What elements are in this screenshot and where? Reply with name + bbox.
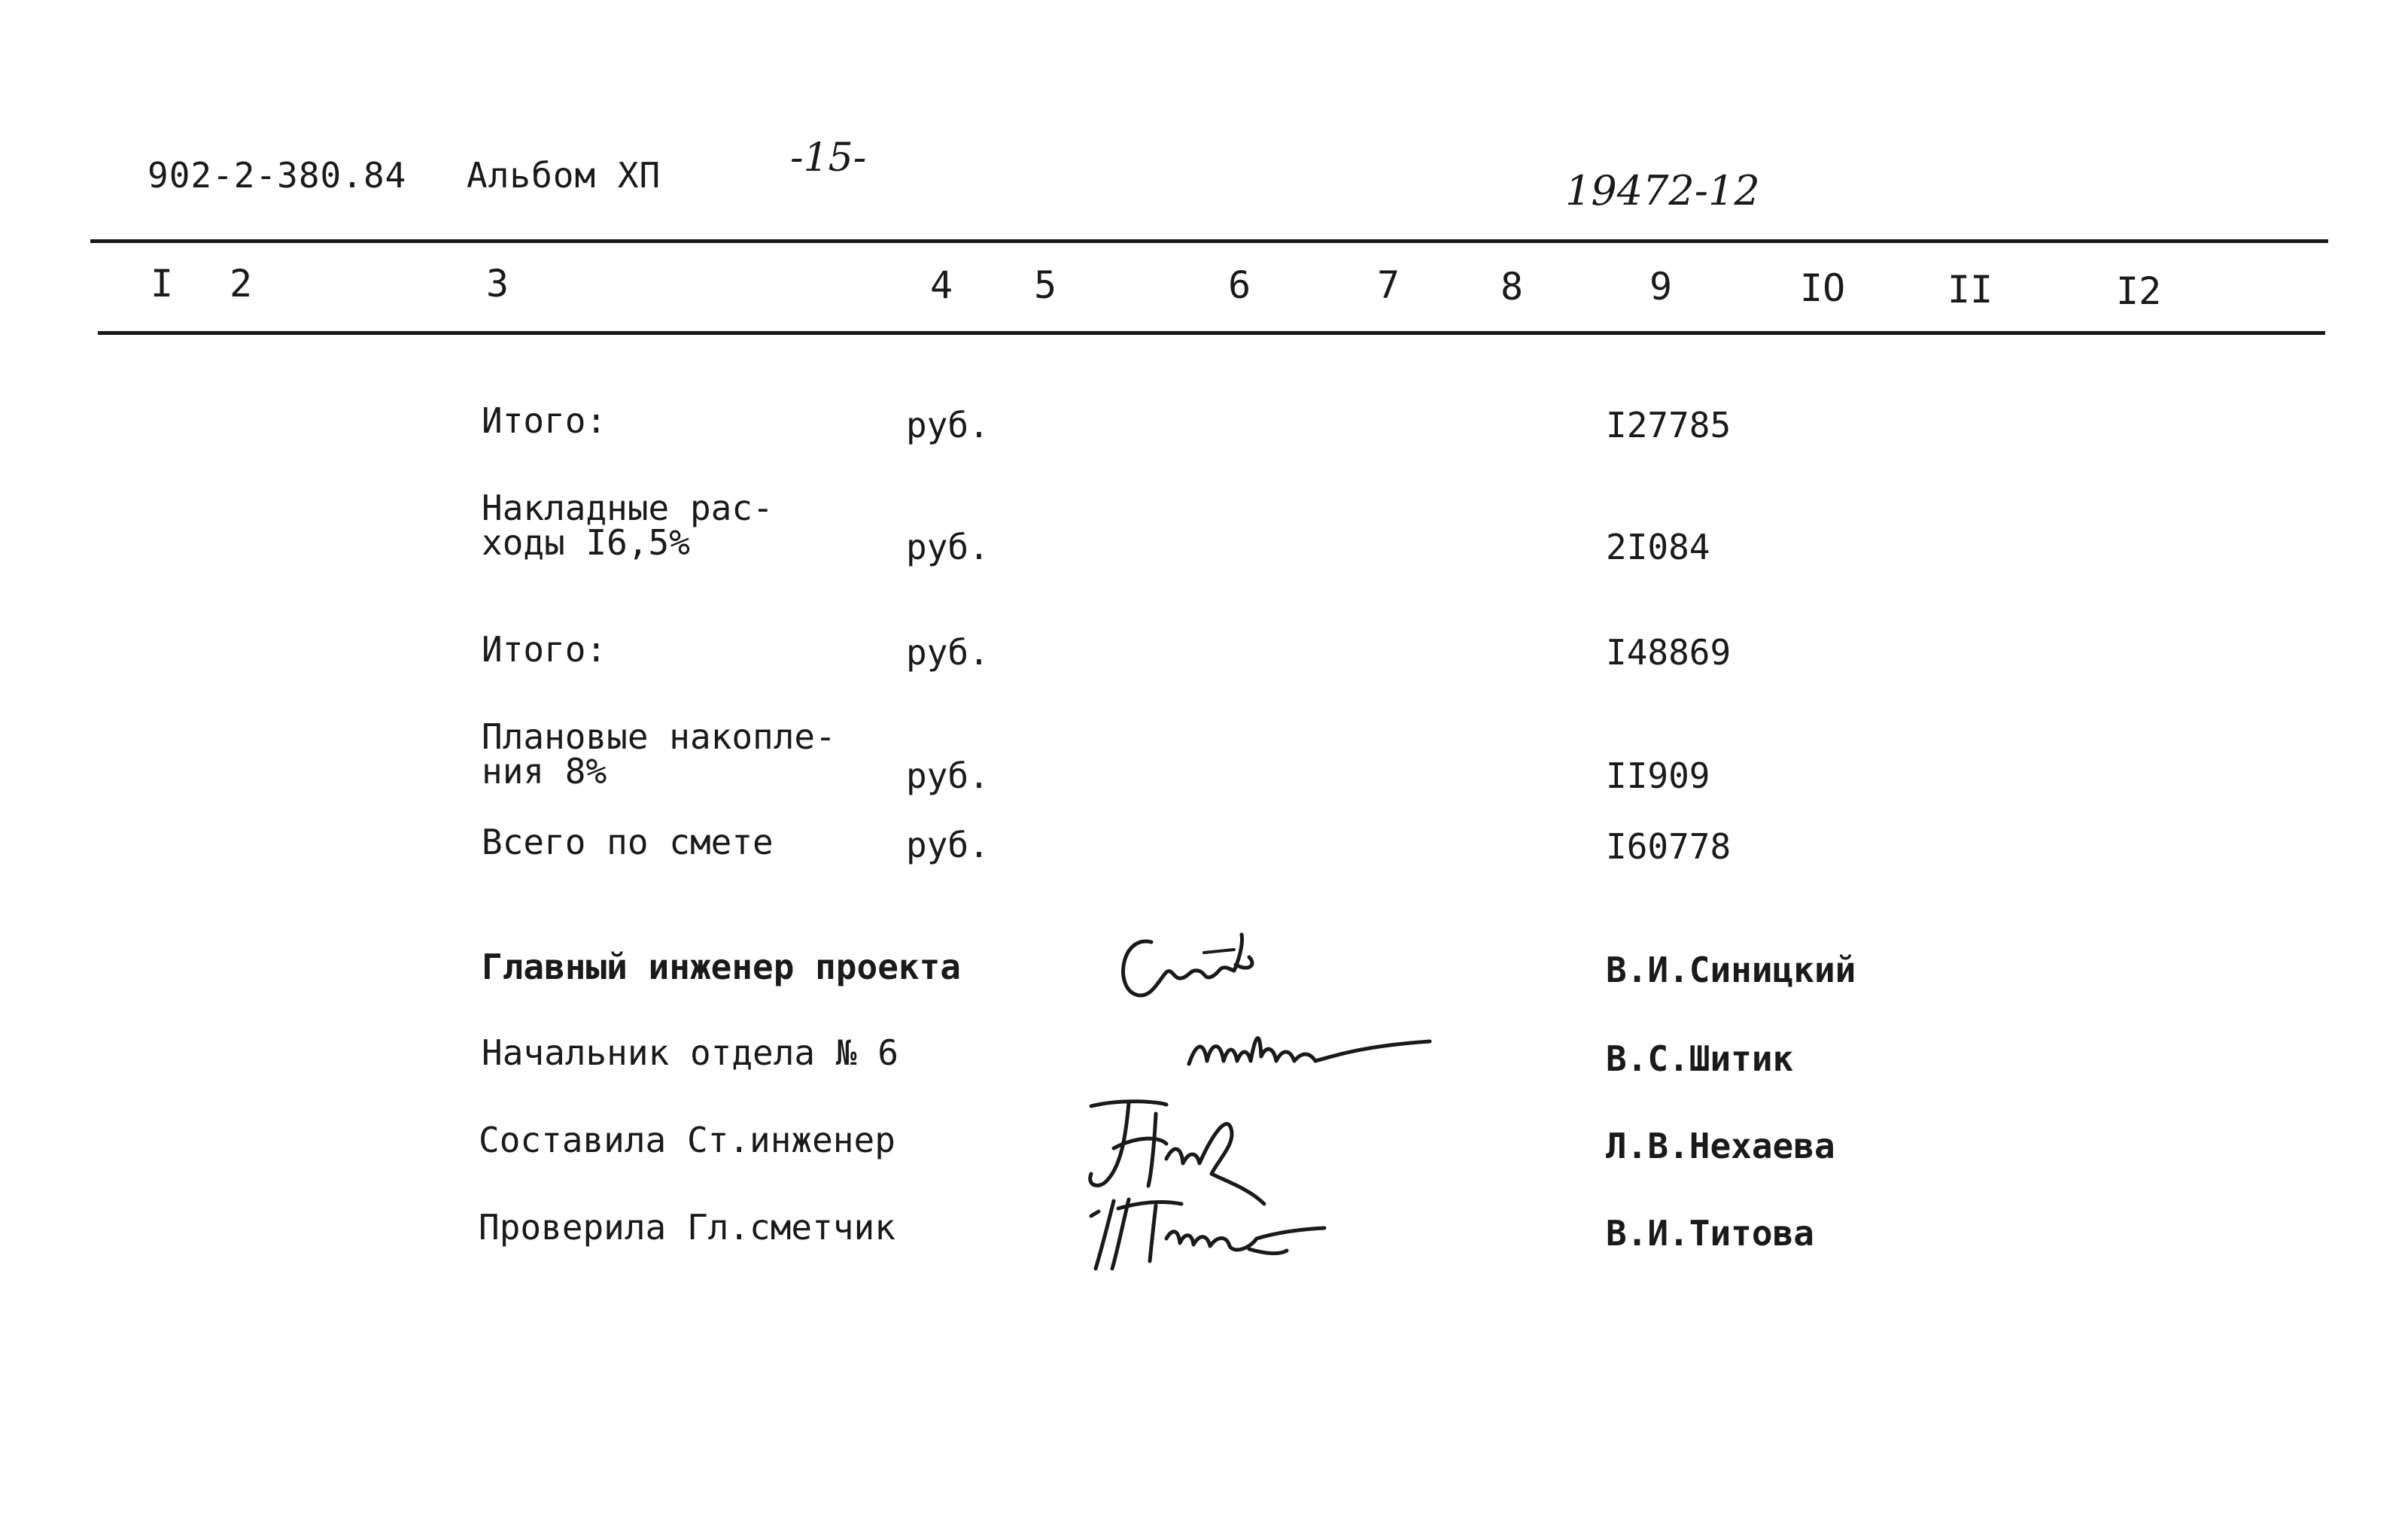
row-label-line1: Накладные рас- xyxy=(482,488,774,528)
row-label: Итого: xyxy=(482,400,607,441)
row-label: Всего по смете xyxy=(482,822,774,862)
column-header-11: II xyxy=(1947,268,1993,312)
row-unit: руб. xyxy=(906,825,990,865)
column-header-10: IO xyxy=(1800,266,1846,310)
handwritten-signature-1 xyxy=(1106,920,1287,1010)
column-header-2: 2 xyxy=(230,262,253,305)
column-header-9: 9 xyxy=(1649,265,1673,309)
column-header-1: I xyxy=(150,262,174,305)
signature-name: В.И.Титова xyxy=(1606,1213,1814,1254)
page-number: -15- xyxy=(790,135,867,181)
signature-role: Главный инженер проекта xyxy=(482,947,961,987)
signature-name: Л.В.Нехаева xyxy=(1606,1126,1835,1166)
row-unit: руб. xyxy=(906,632,990,673)
row-label-line1: Плановые накопле- xyxy=(482,716,836,757)
column-header-8: 8 xyxy=(1500,265,1524,309)
signature-role: Проверила Гл.сметчик xyxy=(479,1207,895,1248)
column-header-3: 3 xyxy=(486,262,509,305)
handwritten-signature-2 xyxy=(1181,1019,1437,1087)
signature-name: В.И.Синицкий xyxy=(1606,950,1856,990)
handwritten-signature-4 xyxy=(1084,1186,1332,1276)
row-unit: руб. xyxy=(906,527,990,567)
row-unit: руб. xyxy=(906,755,990,796)
column-header-12: I2 xyxy=(2116,269,2162,313)
album-label: Альбом XП xyxy=(467,155,661,196)
header-bottom-rule xyxy=(98,331,2325,335)
column-header-5: 5 xyxy=(1034,263,1057,307)
row-value: II909 xyxy=(1606,755,1710,796)
row-label-line2: ния 8% xyxy=(482,751,607,792)
row-label-line2: ходы I6,5% xyxy=(482,522,690,563)
row-value: I48869 xyxy=(1606,632,1732,673)
row-value: I27785 xyxy=(1606,405,1732,445)
row-value: 2I084 xyxy=(1606,527,1710,567)
row-label: Итого: xyxy=(482,629,607,670)
column-header-4: 4 xyxy=(930,263,953,307)
signature-role: Начальник отдела № 6 xyxy=(482,1032,898,1073)
row-unit: руб. xyxy=(906,405,990,445)
column-header-6: 6 xyxy=(1228,263,1251,307)
handwritten-registration-code: 19472-12 xyxy=(1565,167,1760,214)
signature-role: Составила Ст.инженер xyxy=(479,1120,895,1160)
column-header-7: 7 xyxy=(1377,263,1400,307)
row-value: I60778 xyxy=(1606,826,1732,867)
document-code: 902-2-380.84 xyxy=(147,155,407,196)
signature-name: В.С.Шитик xyxy=(1606,1038,1794,1079)
header-top-rule xyxy=(90,239,2328,243)
